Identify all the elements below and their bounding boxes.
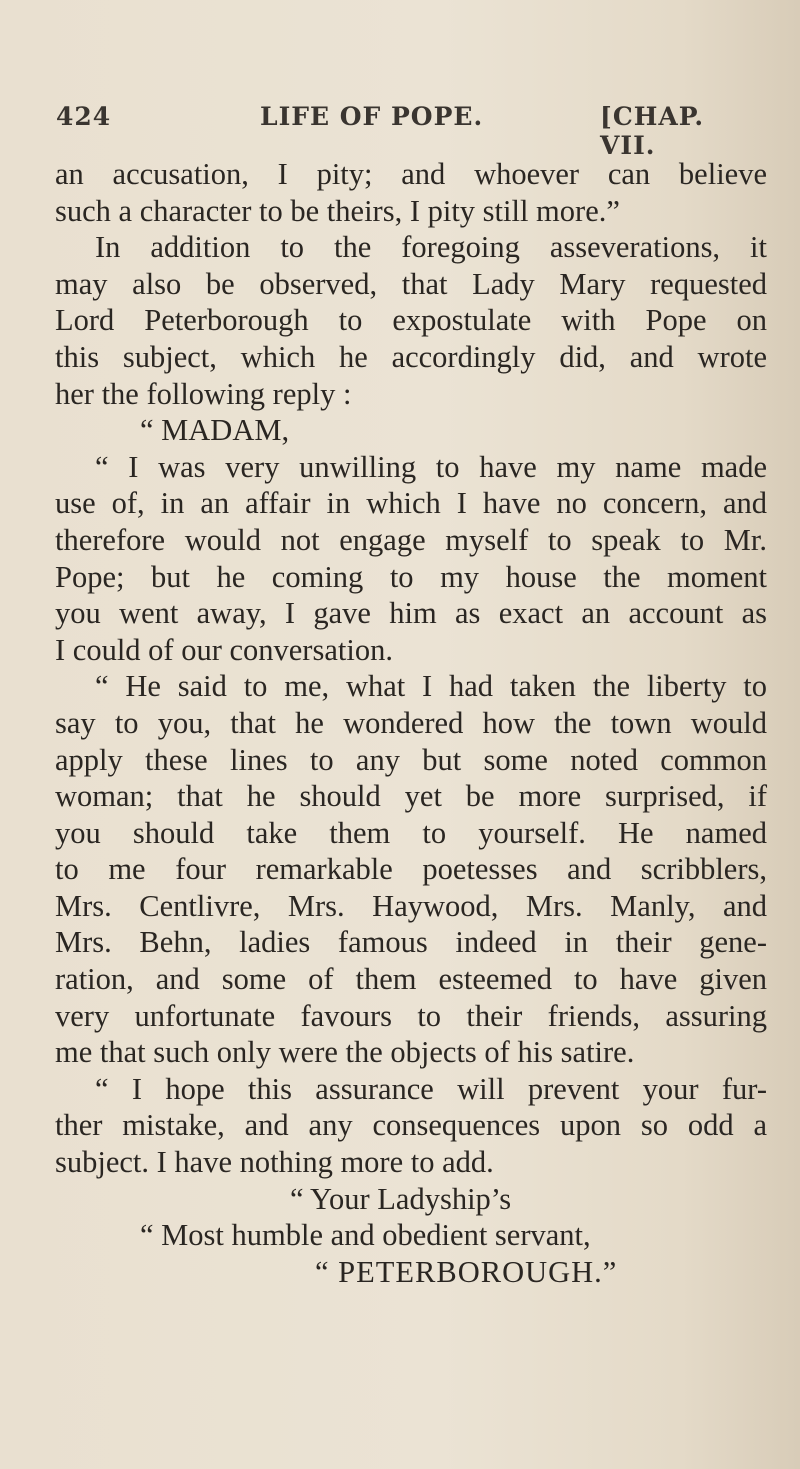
text-line: Pope; but he coming to my house the moment bbox=[55, 559, 767, 594]
running-head-title: LIFE OF POPE. bbox=[260, 102, 484, 131]
text-line: subject. I have nothing more to add. bbox=[55, 1145, 494, 1180]
text-line: very unfortunate favours to their friends, assuring bbox=[55, 998, 767, 1033]
letter-salutation: “ MADAM, bbox=[140, 413, 290, 448]
text-line: say to you, that he wondered how the town would bbox=[55, 705, 767, 740]
letter-closing: “ Your Ladyship’s bbox=[290, 1181, 512, 1216]
running-header bbox=[56, 102, 756, 160]
text-line: “ I was very unwilling to have my name made bbox=[95, 449, 767, 484]
text-line: ration, and some of them esteemed to have given bbox=[55, 962, 767, 997]
text-line: “ He said to me, what I had taken the liberty to bbox=[95, 669, 767, 704]
text-line: to me four remarkable poetesses and scribblers, bbox=[55, 852, 767, 887]
text-line: this subject, which he accordingly did, and wrote bbox=[55, 339, 767, 374]
letter-signature: “ PETERBOROUGH.” bbox=[315, 1254, 618, 1289]
text-line: an accusation, I pity; and whoever can believe bbox=[55, 157, 767, 191]
chapter-label: [CHAP. VII. bbox=[600, 102, 705, 160]
letter-closing: “ Most humble and obedient servant, bbox=[140, 1218, 591, 1253]
text-line: I could of our conversation. bbox=[55, 632, 393, 667]
text-line: apply these lines to any but some noted common bbox=[55, 742, 767, 777]
text-line: me that such only were the objects of his satire. bbox=[55, 1035, 635, 1070]
text-line: use of, in an affair in which I have no concern, and bbox=[55, 486, 767, 521]
page-number: 424 bbox=[56, 102, 112, 131]
text-line: you went away, I gave him as exact an account as bbox=[55, 596, 767, 631]
text-line: such a character to be theirs, I pity still more.” bbox=[55, 193, 620, 228]
text-line: “ I hope this assurance will prevent your fur- bbox=[95, 1071, 767, 1106]
text-line: therefore would not engage myself to speak to Mr. bbox=[55, 522, 767, 557]
text-line: Mrs. Centlivre, Mrs. Haywood, Mrs. Manly, and bbox=[55, 888, 767, 923]
text-line: Lord Peterborough to expostulate with Pope on bbox=[55, 303, 767, 338]
text-line: may also be observed, that Lady Mary requested bbox=[55, 266, 767, 301]
text-line: her the following reply : bbox=[55, 376, 352, 411]
body-text bbox=[55, 156, 767, 1290]
text-line: woman; that he should yet be more surprised, if bbox=[55, 779, 767, 814]
text-line: Mrs. Behn, ladies famous indeed in their gene- bbox=[55, 925, 767, 960]
text-line: you should take them to yourself. He named bbox=[55, 815, 767, 850]
text-line: ther mistake, and any consequences upon so odd a bbox=[55, 1108, 767, 1143]
text-line: In addition to the foregoing asseverations, it bbox=[95, 230, 767, 265]
